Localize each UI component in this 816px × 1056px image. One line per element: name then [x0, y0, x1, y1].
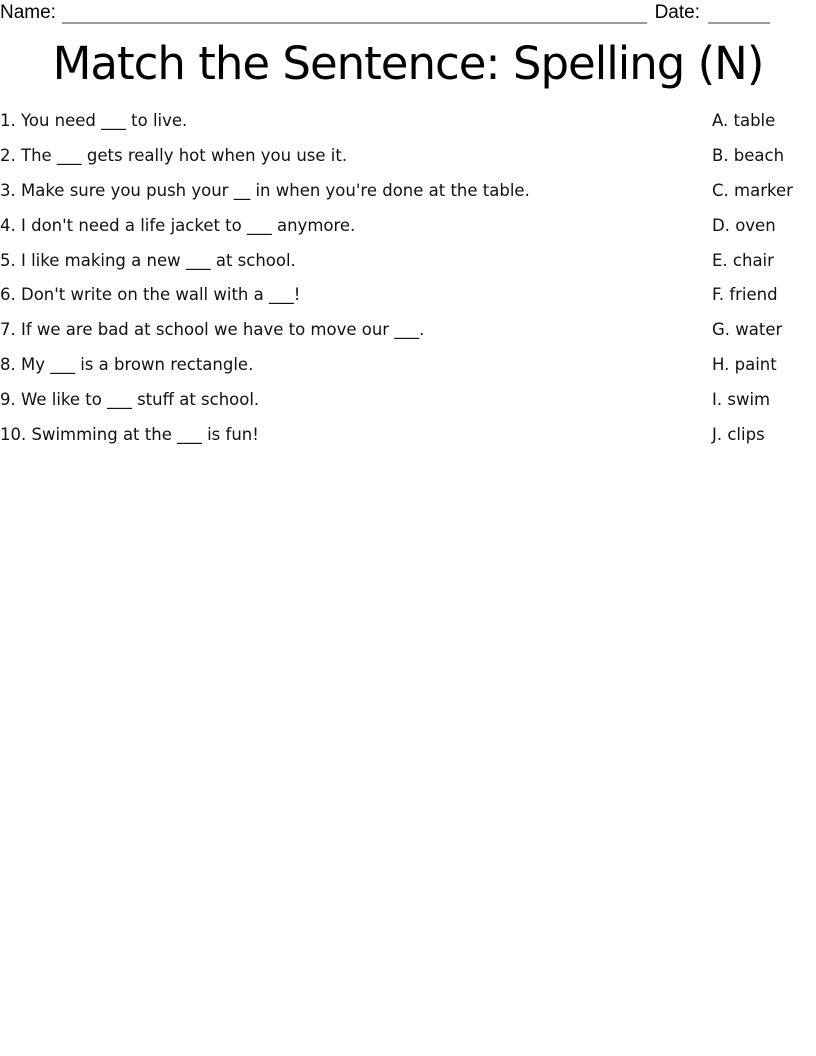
question-item: 6. Don't write on the wall with a ___!: [0, 285, 301, 305]
answer-item: D. oven: [712, 215, 776, 235]
answer-item: C. marker: [712, 180, 793, 200]
answers-column: [712, 103, 816, 452]
worksheet-title: Match the Sentence: Spelling (N): [52, 37, 764, 90]
question-item: 3. Make sure you push your __ in when you're done at the table.: [0, 180, 530, 200]
name-blank-line: [62, 4, 647, 24]
name-label: Name:: [0, 2, 56, 23]
question-item: 5. I like making a new ___ at school.: [0, 250, 296, 270]
date-blank-line: [708, 4, 770, 24]
question-item: 9. We like to ___ stuff at school.: [0, 390, 260, 410]
answer-item: J. clips: [712, 424, 765, 444]
answer-item: H. paint: [712, 355, 777, 375]
answer-item: A. table: [712, 110, 776, 130]
question-item: 8. My ___ is a brown rectangle.: [0, 355, 254, 375]
answer-item: I. swim: [712, 390, 771, 410]
questions-column: [0, 103, 700, 452]
answer-item: F. friend: [712, 285, 778, 305]
question-item: 7. If we are bad at school we have to move our ___.: [0, 320, 425, 340]
question-item: 4. I don't need a life jacket to ___ anymore.: [0, 215, 356, 235]
date-label: Date:: [654, 2, 700, 23]
answer-item: G. water: [712, 320, 783, 340]
question-item: 2. The ___ gets really hot when you use it.: [0, 145, 348, 165]
answer-item: E. chair: [712, 250, 774, 270]
name-date-header: [0, 2, 770, 24]
question-item: 10. Swimming at the ___ is fun!: [0, 424, 259, 444]
question-item: 1. You need ___ to live.: [0, 110, 188, 130]
answer-item: B. beach: [712, 145, 785, 165]
